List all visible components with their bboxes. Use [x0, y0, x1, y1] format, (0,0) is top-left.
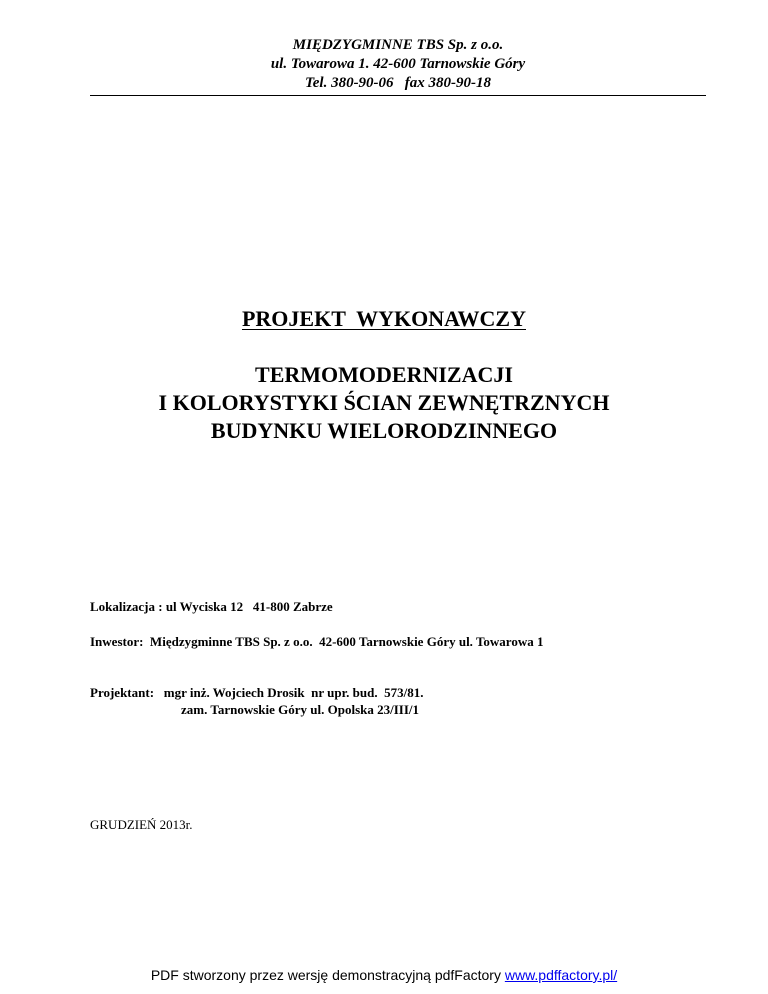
designer-address: zam. Tarnowskie Góry ul. Opolska 23/III/1	[181, 702, 420, 717]
footer-text: PDF stworzony przez wersję demonstracyjną pdfFactory	[150, 967, 505, 983]
designer-info: Projektant: mgr inż. Wojciech Drosik nr upr. bud. 573/81.	[90, 685, 424, 700]
document-date: GRUDZIEŃ 2013r.	[90, 817, 193, 832]
subtitle-line-2: I KOLORYSTYKI ŚCIAN ZEWNĘTRZNYCH	[158, 390, 610, 415]
subtitle-line-3: BUDYNKU WIELORODZINNEGO	[210, 418, 558, 443]
location-info: Lokalizacja : ul Wyciska 12 41-800 Zabrze	[90, 599, 333, 614]
pdf-footer	[0, 966, 768, 984]
investor-info: Inwestor: Międzygminne TBS Sp. z o.o. 42-600 Tarnowskie Góry ul. Towarowa 1	[90, 634, 544, 649]
subtitle-line-1: TERMOMODERNIZACJI	[255, 362, 513, 387]
document-title	[0, 305, 768, 333]
document-subtitle	[0, 361, 768, 445]
company-phone: Tel. 380-90-06 fax 380-90-18	[304, 75, 492, 91]
company-address: ul. Towarowa 1. 42-600 Tarnowskie Góry	[270, 56, 526, 72]
document-title-text: PROJEKT WYKONAWCZY	[241, 306, 526, 331]
header-divider	[90, 95, 706, 96]
company-name: MIĘDZYGMINNE TBS Sp. z o.o.	[292, 37, 504, 53]
footer-link[interactable]: www.pdffactory.pl/	[504, 967, 618, 983]
letterhead	[90, 36, 706, 93]
